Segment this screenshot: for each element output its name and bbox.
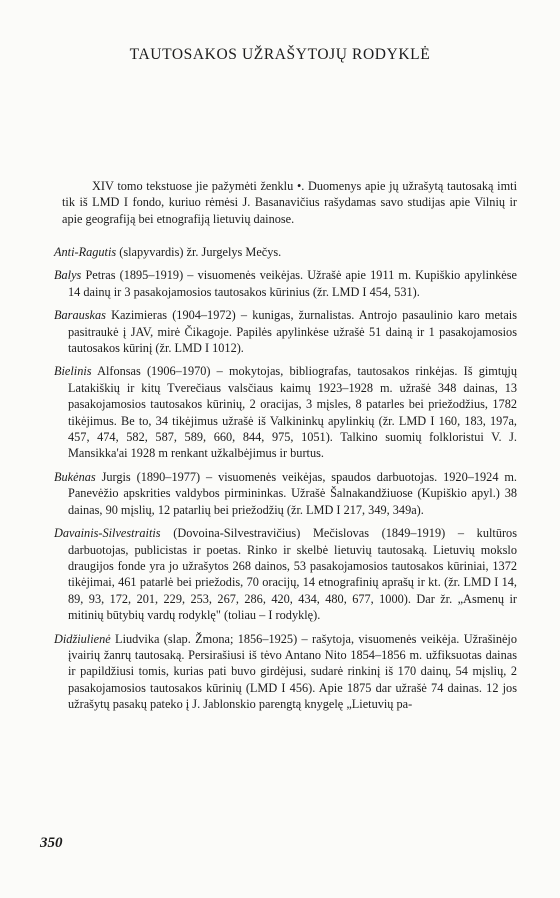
entry-name: Barauskas <box>54 308 106 323</box>
entry-text: (slapyvardis) žr. Jurgelys Mečys. <box>116 245 282 259</box>
entry-text: Jurgis (1890–1977) – visuomenės veikėjas, spaudos darbuotojas. 1920–1924 m. Panevėžio apskrities valdybos pirmininkas. Užrašė Šalnakandžiuose (Kupiškio apyl.) 38 dainas, 90 mįslių, 12 patarlių bei priežodžių (žr. LMD I 217, 349, 349a). <box>68 469 517 517</box>
entry-text: Petras (1895–1919) – visuomenės veikėjas. Užrašė apie 1911 m. Kupiškio apylinkėse 14 dainų ir 3 pasakojamosios tautosakos kūrinius (žr. LMD I 454, 531). <box>68 268 517 299</box>
entry-text: (Dovoina-Silvestravičius) Mečislovas (1849–1919) – kultūros darbuotojas, publicistas ir poetas. Rinko ir skelbė lietuvių tautosaką. Lietuvių mokslo draugijos fonde yra jo užrašytos 268 dainos, 53 pasakojamosios tautosakos kūriniai, 1372 tikėjimai, 461 patarlė bei priežodis, 70 oracijų, 14 etnografinių aprašų ir kt. (žr. LMD I 14, 89, 93, 172, 201, 229, 253, 267, 286, 420, 434, 480, 677, 1000). Dar žr. „Asmenų ir mitinių būtybių vardų rodyklę" (toliau – I rodyklę). <box>68 526 517 623</box>
index-entries <box>54 244 517 720</box>
intro-paragraph: XIV tomo tekstuose jie pažymėti ženklu •. Duomenys apie jų užrašytą tautosaką imti tik iš LMD I fondo, kuriuo rėmėsi J. Basanavičius rašydamas savo studijas apie Vilnių ir apie geografiją bei etnografiją lietuvių dainose. <box>62 179 517 226</box>
index-entry <box>54 469 517 518</box>
index-entry <box>54 363 517 461</box>
index-entry <box>54 267 517 300</box>
entry-name: Davainis-Silvestraitis <box>54 526 161 541</box>
index-entry <box>54 244 517 260</box>
entry-text: Alfonsas (1906–1970) – mokytojas, bibliografas, tautosakos rinkėjas. Iš gimtųjų Latakiškių ir kitų Tverečiaus valsčiaus kaimų 1923–1928 m. užrašė 348 dainas, 13 pasakojamosios tautosakos kūrinių, 2 oracijas, 3 mįsles, 8 patarles bei priežodžius, 1782 tikėjimus. Be to, 34 tikėjimus užrašė iš Valkininkų apylinkių (žr. LMD I 160, 183, 197a, 457, 474, 582, 587, 589, 660, 844, 975, 1051). Talkino suomių folkloristui V. J. Mansikka'ai 1928 m renkant užkalbėjimus ir burtus. <box>68 364 517 461</box>
entry-name: Anti-Ragutis <box>54 245 117 259</box>
entry-name: Bielinis <box>54 364 92 379</box>
page-title: TAUTOSAKOS UŽRAŠYTOJŲ RODYKLĖ <box>129 46 431 63</box>
page-number: 350 <box>40 835 63 851</box>
entry-name: Didžiulienė <box>54 631 111 646</box>
index-entry <box>54 525 517 623</box>
entry-name: Bukėnas <box>54 469 96 484</box>
entry-name: Balys <box>54 268 82 283</box>
index-entry <box>54 307 517 356</box>
entry-text: Kazimieras (1904–1972) – kunigas, žurnalistas. Antrojo pasaulinio karo metais pasitraukė į JAV, mirė Čikagoje. Papilės apylinkėse užrašė 51 dainą ir 1 pasakojamosios tautosakos kūrinį (žr. LMD I 1012). <box>68 308 517 356</box>
entry-text: Liudvika (slap. Žmona; 1856–1925) – rašytoja, visuomenės veikėja. Užrašinėjo įvairių žanrų tautosaką. Persirašiusi iš tėvo Antano Nito 1854–1856 m. užfiksuotas dainas ir papildžiusi tomis, kurias pati buvo girdėjusi, sudarė rinkinį iš 170 dainų, 54 mįslių, 2 pasakojamosios tautosakos kūrinių (LMD I 456). Apie 1875 dar užrašė 74 dainas. 12 jos užrašytų pasakų pateko į J. Jablonskio parengtą knygelę „Lietuvių pa- <box>68 631 517 712</box>
index-entry <box>54 631 517 713</box>
